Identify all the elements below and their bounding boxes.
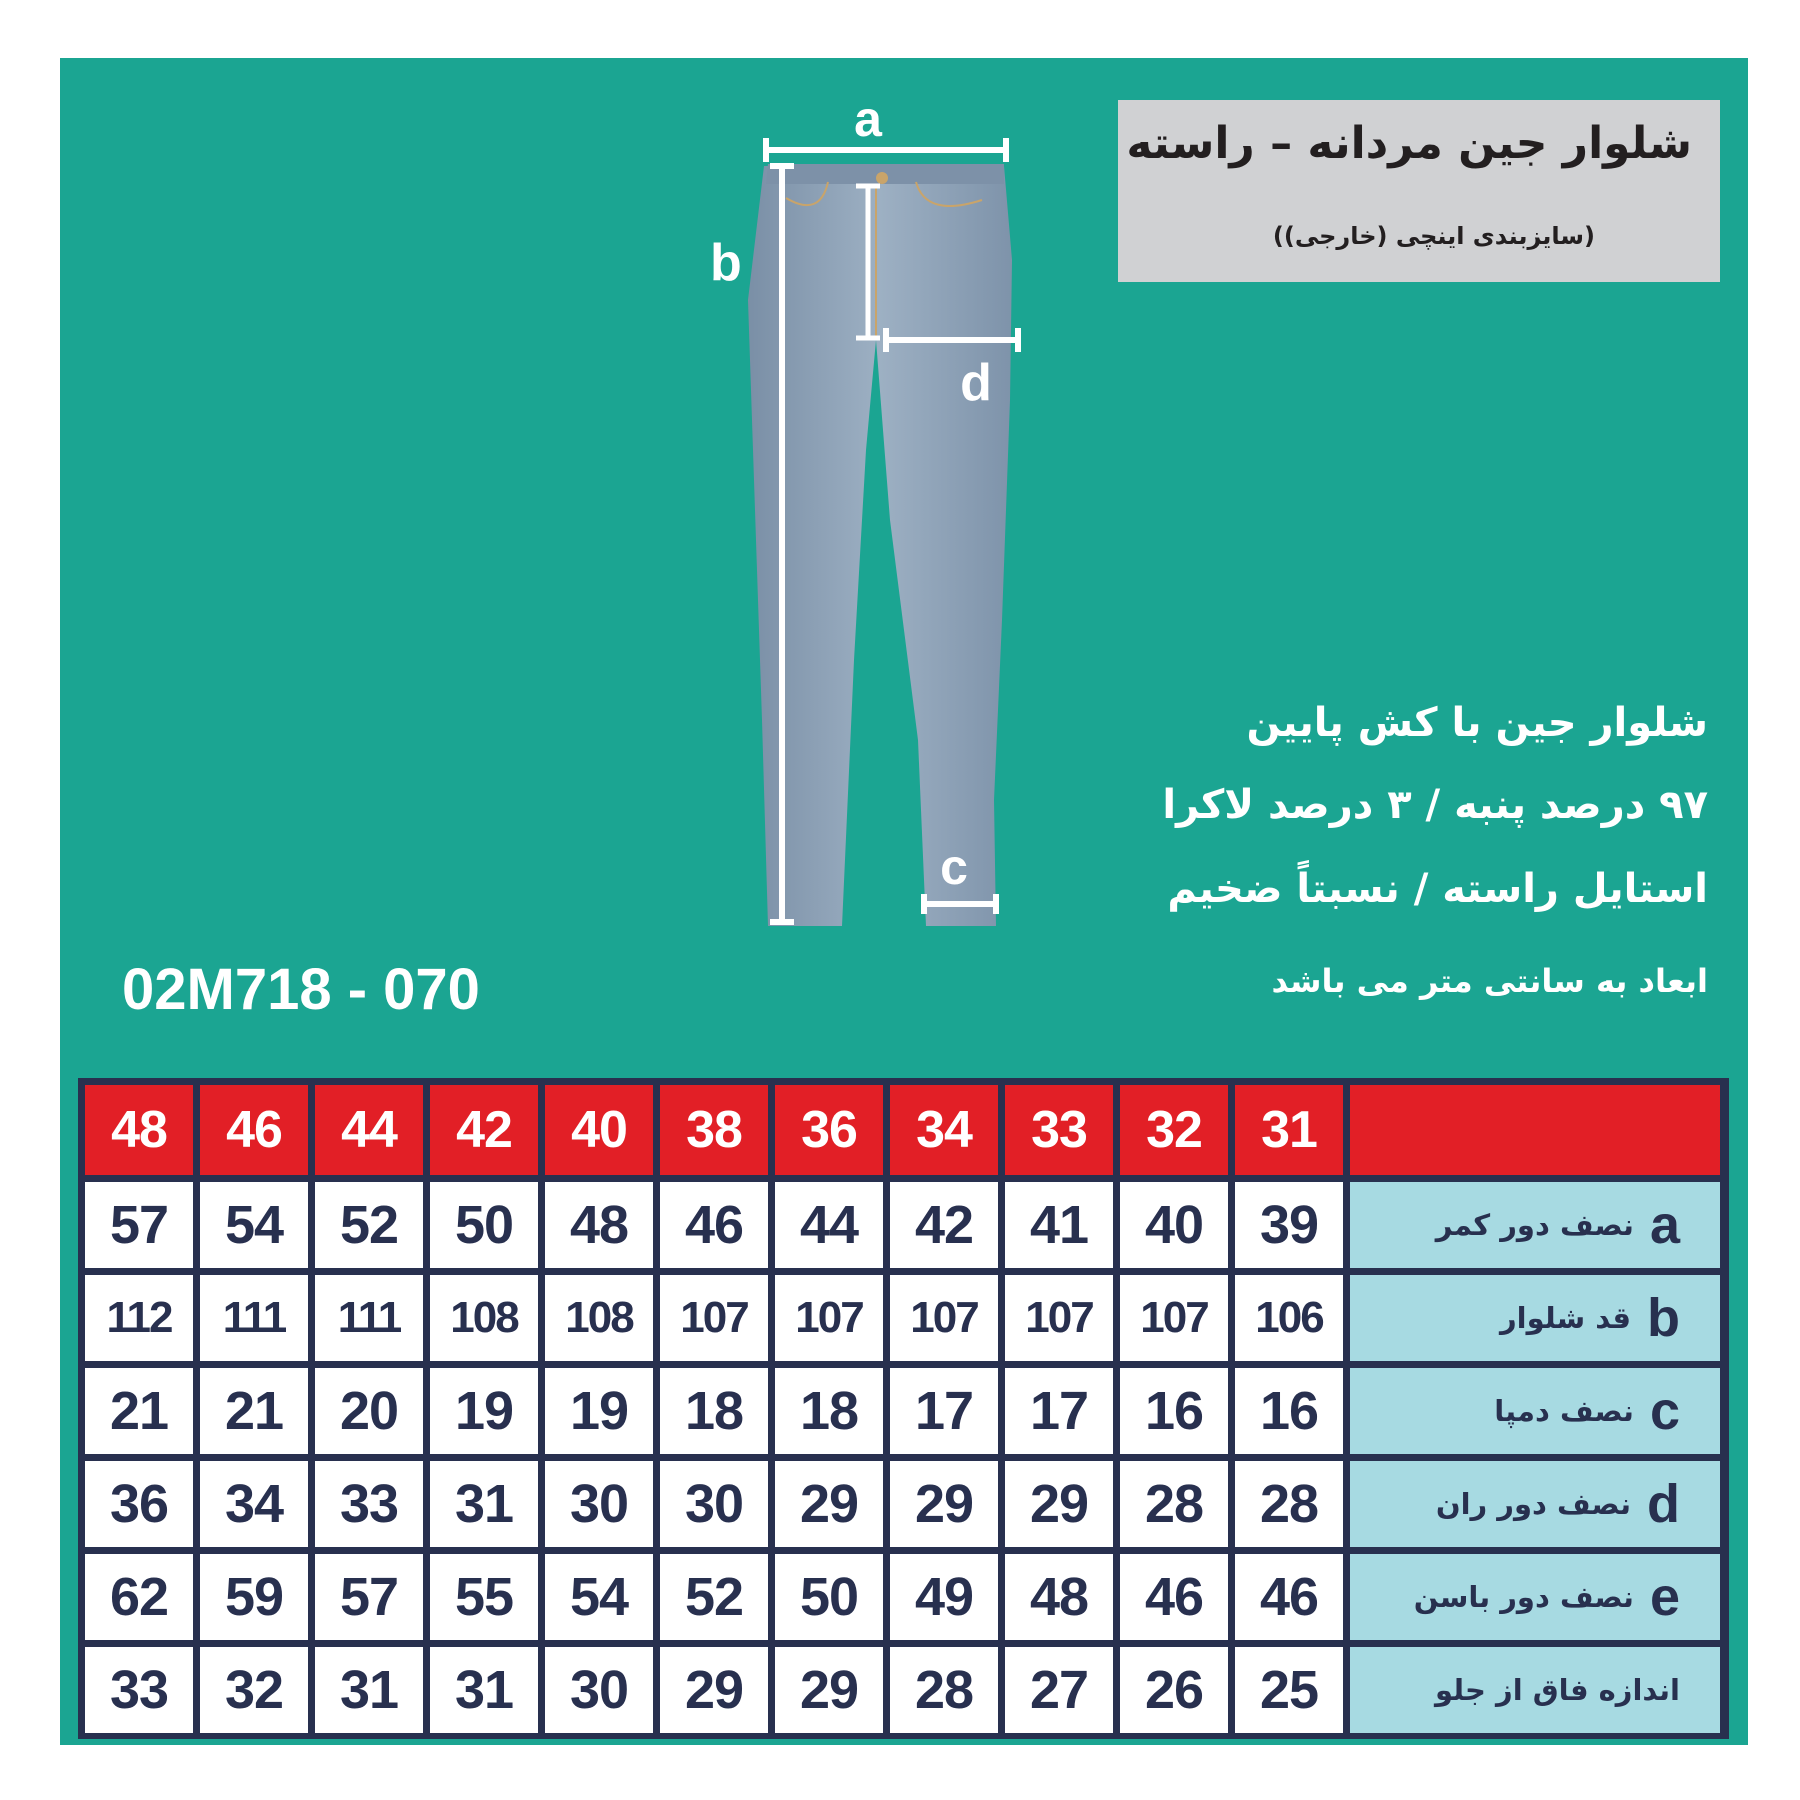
row-code: d: [1647, 1474, 1680, 1534]
table-cell: 107: [890, 1275, 998, 1361]
row-label-waist: [1350, 1182, 1720, 1268]
table-cell: 33: [85, 1647, 193, 1733]
size-header-cell: 42: [430, 1085, 538, 1175]
product-code: 02M718 - 070: [122, 957, 480, 1022]
table-cell: 28: [1120, 1461, 1228, 1547]
table-cell: 54: [545, 1554, 653, 1640]
table-cell: 18: [660, 1368, 768, 1454]
table-cell: 57: [85, 1182, 193, 1268]
table-cell: 16: [1235, 1368, 1343, 1454]
size-header-cell: 32: [1120, 1085, 1228, 1175]
row-label-text: نصف دور ران: [1435, 1487, 1631, 1521]
dimension-label-a: a: [854, 100, 882, 147]
row-label-hem: [1350, 1368, 1720, 1454]
size-header-cell: 36: [775, 1085, 883, 1175]
table-cell: 36: [85, 1461, 193, 1547]
table-cell: 31: [315, 1647, 423, 1733]
table-cell: 57: [315, 1554, 423, 1640]
description-line-3: استایل راسته / نسبتاً ضخیم: [1167, 866, 1708, 912]
row-label-front-rise: [1350, 1647, 1720, 1733]
table-cell: 107: [660, 1275, 768, 1361]
size-header-cell: 31: [1235, 1085, 1343, 1175]
dimension-line-a: [766, 138, 1006, 162]
description-line-2: ۹۷ درصد پنبه / ۳ درصد لاکرا: [1162, 782, 1708, 828]
table-cell: 62: [85, 1554, 193, 1640]
header-label-cell: [1350, 1085, 1720, 1175]
description-line-4: ابعاد به سانتی متر می باشد: [1271, 962, 1708, 1000]
table-cell: 31: [430, 1461, 538, 1547]
table-cell: 41: [1005, 1182, 1113, 1268]
table-cell: 19: [430, 1368, 538, 1454]
table-cell: 52: [315, 1182, 423, 1268]
table-cell: 52: [660, 1554, 768, 1640]
table-cell: 29: [1005, 1461, 1113, 1547]
table-cell: 29: [890, 1461, 998, 1547]
table-cell: 17: [890, 1368, 998, 1454]
product-title: شلوار جین مردانه – راسته: [1126, 118, 1692, 169]
dimension-label-b: b: [710, 234, 742, 292]
table-cell: 17: [1005, 1368, 1113, 1454]
description-line-1: شلوار جین با کش پایین: [1246, 700, 1708, 746]
size-header-cell: 33: [1005, 1085, 1113, 1175]
table-cell: 25: [1235, 1647, 1343, 1733]
table-cell: 107: [775, 1275, 883, 1361]
table-cell: 33: [315, 1461, 423, 1547]
size-header-cell: 40: [545, 1085, 653, 1175]
sizing-subtitle: (سایزبندی اینچی (خارجی)): [1272, 222, 1595, 250]
table-cell: 46: [1235, 1554, 1343, 1640]
table-cell: 44: [775, 1182, 883, 1268]
table-cell: 29: [775, 1461, 883, 1547]
table-cell: 29: [775, 1647, 883, 1733]
row-label-length: [1350, 1275, 1720, 1361]
table-cell: 32: [200, 1647, 308, 1733]
table-cell: 39: [1235, 1182, 1343, 1268]
table-cell: 21: [85, 1368, 193, 1454]
table-cell: 50: [775, 1554, 883, 1640]
row-code: b: [1647, 1288, 1680, 1348]
size-header-cell: 34: [890, 1085, 998, 1175]
size-header-cell: 48: [85, 1085, 193, 1175]
dimension-label-d: d: [960, 354, 992, 412]
table-cell: 55: [430, 1554, 538, 1640]
table-cell: 27: [1005, 1647, 1113, 1733]
table-cell: 108: [430, 1275, 538, 1361]
jeans-shape: [748, 166, 1012, 926]
table-cell: 48: [1005, 1554, 1113, 1640]
table-cell: 49: [890, 1554, 998, 1640]
size-table: [78, 1078, 1729, 1739]
table-cell: 50: [430, 1182, 538, 1268]
table-cell: 20: [315, 1368, 423, 1454]
row-code: a: [1649, 1195, 1680, 1255]
table-cell: 46: [1120, 1554, 1228, 1640]
table-cell: 19: [545, 1368, 653, 1454]
table-cell: 108: [545, 1275, 653, 1361]
row-code: c: [1649, 1381, 1680, 1441]
table-cell: 59: [200, 1554, 308, 1640]
table-cell: 28: [890, 1647, 998, 1733]
size-header-cell: 44: [315, 1085, 423, 1175]
table-cell: 21: [200, 1368, 308, 1454]
table-cell: 30: [545, 1647, 653, 1733]
size-header-cell: 46: [200, 1085, 308, 1175]
table-cell: 112: [85, 1275, 193, 1361]
row-label-hip: [1350, 1554, 1720, 1640]
table-cell: 107: [1120, 1275, 1228, 1361]
row-code: e: [1649, 1567, 1680, 1627]
table-cell: 111: [315, 1275, 423, 1361]
row-label-thigh: [1350, 1461, 1720, 1547]
table-cell: 42: [890, 1182, 998, 1268]
row-label-text: نصف دمپا: [1494, 1394, 1634, 1428]
table-cell: 107: [1005, 1275, 1113, 1361]
table-cell: 40: [1120, 1182, 1228, 1268]
table-cell: 16: [1120, 1368, 1228, 1454]
jeans-diagram: [690, 100, 1030, 940]
table-cell: 28: [1235, 1461, 1343, 1547]
row-label-text: قد شلوار: [1499, 1301, 1631, 1335]
table-cell: 30: [545, 1461, 653, 1547]
table-cell: 30: [660, 1461, 768, 1547]
size-header-cell: 38: [660, 1085, 768, 1175]
title-box: [1118, 100, 1720, 282]
table-cell: 31: [430, 1647, 538, 1733]
table-cell: 26: [1120, 1647, 1228, 1733]
table-cell: 29: [660, 1647, 768, 1733]
table-cell: 111: [200, 1275, 308, 1361]
table-cell: 46: [660, 1182, 768, 1268]
row-label-text: نصف دور کمر: [1435, 1208, 1634, 1242]
table-cell: 106: [1235, 1275, 1343, 1361]
row-label-text: اندازه فاق از جلو: [1435, 1673, 1680, 1707]
row-label-text: نصف دور باسن: [1413, 1580, 1634, 1614]
table-cell: 34: [200, 1461, 308, 1547]
table-cell: 54: [200, 1182, 308, 1268]
dimension-label-c: c: [940, 839, 968, 895]
table-cell: 48: [545, 1182, 653, 1268]
table-cell: 18: [775, 1368, 883, 1454]
